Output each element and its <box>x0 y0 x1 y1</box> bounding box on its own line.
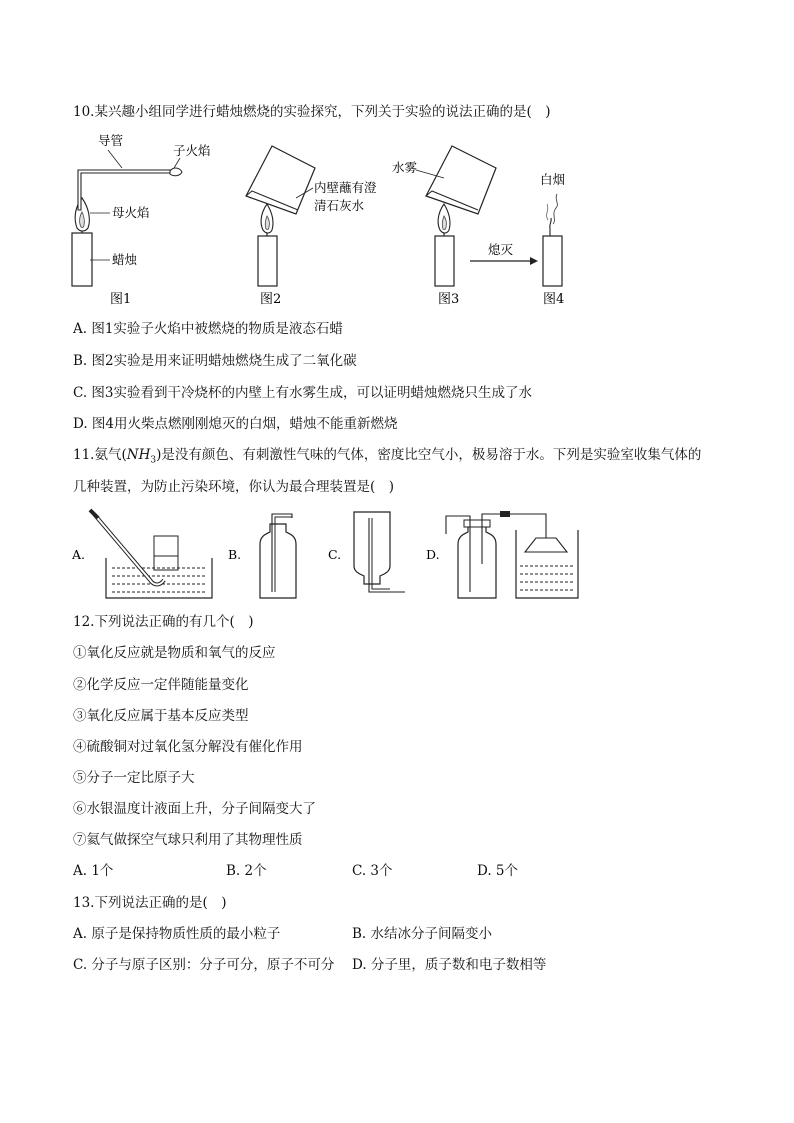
label-mother-flame: 母火焰 <box>112 205 150 220</box>
label-limewater-2: 清石灰水 <box>314 198 365 213</box>
q12-option-d: D. 5个 <box>477 863 519 879</box>
ammonia-formula: NH <box>126 447 151 463</box>
q12-stem: 12.下列说法正确的有几个( ) <box>73 614 254 630</box>
q12-item-5: ⑤分子一定比原子大 <box>73 770 195 786</box>
q11-stem-line2: 几种装置，为防止污染环境，你认为最合理装置是( ) <box>73 479 395 495</box>
label-mist: 水雾 <box>392 160 418 175</box>
q12-option-c: C. 3个 <box>352 863 393 879</box>
label-smoke: 白烟 <box>540 172 566 187</box>
q12-option-a: A. 1个 <box>73 863 114 879</box>
label-child-flame: 子火焰 <box>173 143 211 158</box>
fig1-candle-apparatus <box>72 133 211 307</box>
q12-item-4: ④硫酸铜对过氧化氢分解没有催化作用 <box>73 739 303 755</box>
q10-option-b: B. 图2实验是用来证明蜡烛燃烧生成了二氧化碳 <box>73 353 357 369</box>
q13-option-b: B. 水结冰分子间隔变小 <box>352 926 493 942</box>
q11-apparatus-figure <box>60 504 600 604</box>
extinguish-arrow <box>470 242 538 265</box>
apparatus-a-water-trough <box>71 510 212 598</box>
fig2-caption: 图2 <box>260 292 282 307</box>
fig4-caption: 图4 <box>543 292 565 307</box>
q12-options <box>73 862 533 880</box>
fig1-caption: 图1 <box>110 292 132 307</box>
apparatus-d-absorption <box>426 511 578 598</box>
option-b-label: B. <box>228 547 242 562</box>
q10-option-a: A. 图1实验子火焰中被燃烧的物质是液态石蜡 <box>73 321 343 337</box>
option-c-label: C. <box>328 547 342 562</box>
q12-option-b: B. 2个 <box>226 863 267 879</box>
fig3-caption: 图3 <box>438 292 460 307</box>
q13-options-row1 <box>73 925 713 943</box>
q12-item-2: ②化学反应一定伴随能量变化 <box>73 677 249 693</box>
label-tube: 导管 <box>98 133 124 148</box>
label-candle: 蜡烛 <box>112 252 138 267</box>
option-a-label: A. <box>72 547 86 562</box>
q13-option-c: C. 分子与原子区别：分子可分，原子不可分 <box>73 957 335 973</box>
fig4-white-smoke <box>540 172 565 307</box>
q12-item-3: ③氧化反应属于基本反应类型 <box>73 708 249 724</box>
q13-options-row2 <box>73 956 713 974</box>
label-limewater-1: 内壁蘸有澄 <box>314 180 377 195</box>
q13-option-d: D. 分子里，质子数和电子数相等 <box>352 957 547 973</box>
label-extinguish: 熄灭 <box>488 242 514 257</box>
q13-option-a: A. 原子是保持物质性质的最小粒子 <box>73 926 281 942</box>
q12-item-6: ⑥水银温度计液面上升，分子间隔变大了 <box>73 801 316 817</box>
fig3-dry-beaker <box>392 146 496 307</box>
apparatus-c-inverted-bottle <box>328 512 405 592</box>
q10-option-d: D. 图4用火柴点燃刚刚熄灭的白烟，蜡烛不能重新燃烧 <box>73 416 398 432</box>
q10-option-c: C. 图3实验看到干冷烧杯的内壁上有水雾生成，可以证明蜡烛燃烧只生成了水 <box>73 385 533 401</box>
fig2-limewater-beaker <box>246 146 377 307</box>
q12-item-7: ⑦氦气做探空气球只利用了其物理性质 <box>73 832 303 848</box>
option-d-label: D. <box>426 547 440 562</box>
apparatus-b-gas-bottle <box>228 514 296 598</box>
q12-item-1: ①氧化反应就是物质和氧气的反应 <box>73 645 276 661</box>
q13-stem: 13.下列说法正确的是( ) <box>73 895 227 911</box>
q10-figure <box>60 128 590 310</box>
q10-stem: 10.某兴趣小组同学进行蜡烛燃烧的实验探究，下列关于实验的说法正确的是( ) <box>73 104 551 120</box>
q11-stem-line1: 11.氨气$(NH_3)$是没有颜色、有刺激性气味的气体，密度比空气小，极易溶于水。下列是实验室收集气体的 <box>73 447 702 466</box>
